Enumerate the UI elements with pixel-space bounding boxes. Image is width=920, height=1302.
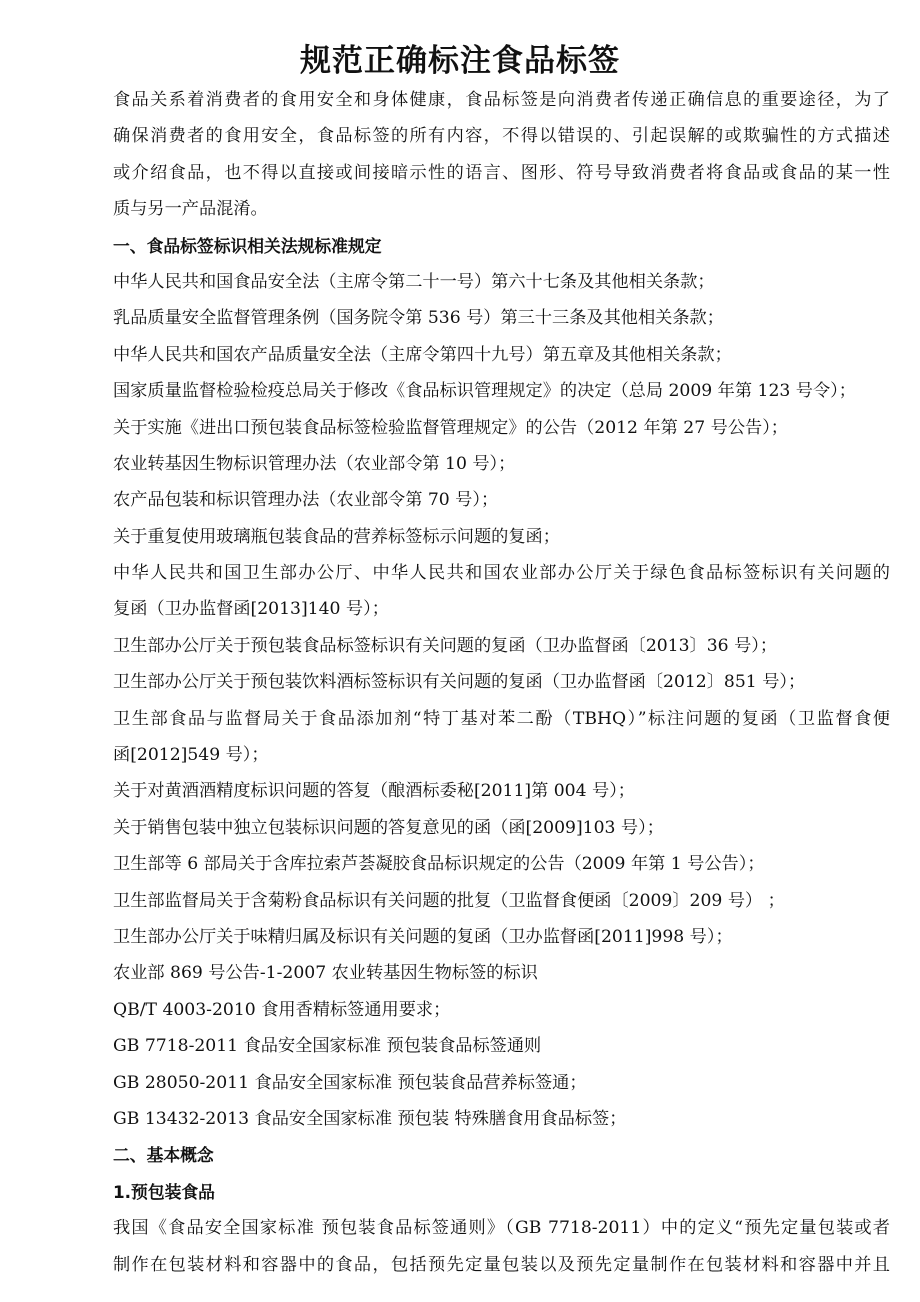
regulation-item: 国家质量监督检验检疫总局关于修改《食品标识管理规定》的决定（总局 2009 年第 123 号令）；: [113, 381, 856, 402]
regulation-item: 卫生部食品与监督局关于食品添加剂“特丁基对苯二酚（TBHQ）”标注问题的复函（卫监督食便: [113, 708, 890, 729]
intro-line: 确保消费者的食用安全，食品标签的所有内容，不得以错误的、引起误解的或欺骗性的方式描述: [113, 126, 890, 147]
document-title: 规范正确标注食品标签: [300, 43, 620, 79]
intro-line: 食品关系着消费者的食用安全和身体健康，食品标签是向消费者传递正确信息的重要途径，为了: [113, 90, 890, 110]
regulation-item: GB 28050-2011 食品安全国家标准 预包装食品营养标签通；: [113, 1072, 587, 1093]
subsection-heading: 1.预包装食品: [113, 1181, 215, 1202]
regulation-item: 农业转基因生物标识管理办法（农业部令第 10 号）；: [113, 453, 516, 474]
regulation-item: 农产品包装和标识管理办法（农业部令第 70 号）；: [113, 490, 499, 511]
definition-line: 制作在包装材料和容器中的食品，包括预先定量包装以及预先定量制作在包装材料和容器中并且: [113, 1254, 890, 1275]
intro-line: 质与另一产品混淆。: [113, 199, 268, 220]
definition-line: 我国《食品安全国家标准 预包装食品标签通则》（GB 7718-2011）中的定义“预先定量包装或者: [113, 1218, 890, 1239]
regulation-item: 乳品质量安全监督管理条例（国务院令第 536 号）第三十三条及其他相关条款；: [113, 308, 724, 329]
regulation-item: 复函（卫办监督函[2013]140 号）；: [113, 599, 389, 620]
regulation-item: 函[2012]549 号）；: [113, 745, 269, 766]
regulation-item: 关于实施《进出口预包装食品标签检验监督管理规定》的公告（2012 年第 27 号公告）；: [113, 417, 788, 438]
intro-line: 或介绍食品，也不得以直接或间接暗示性的语言、图形、符号导致消费者将食品或食品的某一性: [113, 162, 890, 183]
regulation-item: 中华人民共和国农产品质量安全法（主席令第四十九号）第五章及其他相关条款；: [113, 344, 732, 365]
regulation-item: 农业部 869 号公告-1-2007 农业转基因生物标签的标识: [113, 963, 538, 984]
regulation-item: GB 13432-2013 食品安全国家标准 预包装 特殊膳食用食品标签；: [113, 1108, 627, 1129]
regulation-item: 卫生部监督局关于含菊粉食品标识有关问题的批复（卫监督食便函〔2009〕209 号） ；: [113, 890, 785, 911]
regulation-item: 关于重复使用玻璃瓶包装食品的营养标签标示问题的复函；: [113, 526, 560, 547]
regulation-item: 中华人民共和国卫生部办公厅、中华人民共和国农业部办公厅关于绿色食品标签标识有关问题的: [113, 563, 890, 584]
regulation-item: 卫生部办公厅关于预包装食品标签标识有关问题的复函（卫办监督函〔2013〕36 号）；: [113, 635, 778, 656]
section-heading: 一、食品标签标识相关法规标准规定: [113, 235, 382, 256]
regulation-item: GB 7718-2011 食品安全国家标准 预包装食品标签通则: [113, 1036, 542, 1057]
regulation-item: 卫生部办公厅关于味精归属及标识有关问题的复函（卫办监督函[2011]998 号）；: [113, 926, 733, 947]
regulation-item: 关于对黄酒酒精度标识问题的答复（酿酒标委秘[2011]第 004 号）；: [113, 781, 635, 802]
regulation-item: 中华人民共和国食品安全法（主席令第二十一号）第六十七条及其他相关条款；: [113, 271, 715, 292]
regulation-item: 卫生部办公厅关于预包装饮料酒标签标识有关问题的复函（卫办监督函〔2012〕851 号）；: [113, 672, 806, 693]
regulation-item: QB/T 4003-2010 食用香精标签通用要求；: [113, 999, 451, 1020]
regulation-item: 关于销售包装中独立包装标识问题的答复意见的函（函[2009]103 号）；: [113, 817, 664, 838]
section-heading: 二、基本概念: [113, 1145, 214, 1166]
document-body: [113, 82, 890, 1283]
regulation-item: 卫生部等 6 部局关于含库拉索芦荟凝胶食品标识规定的公告（2009 年第 1 号公告）；: [113, 854, 765, 875]
